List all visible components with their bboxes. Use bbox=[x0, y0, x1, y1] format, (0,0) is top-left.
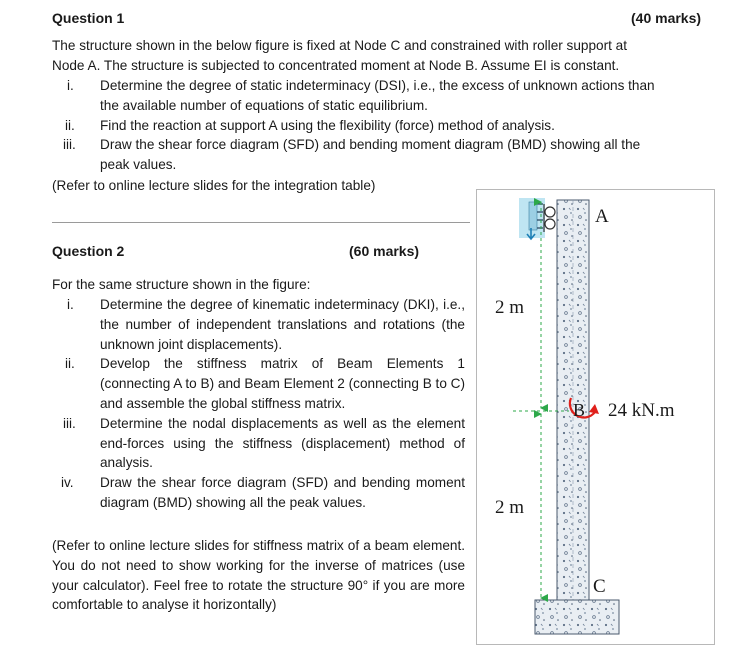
list-item: i. Determine the degree of kinematic indeterminacy (DKI), i.e., the number of independent translations and rotations (the unknown joint displacements). bbox=[67, 297, 465, 352]
dimension-bottom-label: 2 m bbox=[495, 497, 525, 518]
question-2-marks: (60 marks) bbox=[349, 243, 420, 259]
structure-figure bbox=[476, 189, 715, 645]
node-b-label: B bbox=[573, 400, 586, 420]
roller-plate bbox=[529, 202, 537, 230]
question-2-note: (Refer to online lecture slides for stiffness matrix of a beam element. You do not need to show working for the inverse of matrices (use your calculator). Feel free to rotate the structure 90° if you are more comfortable to analyse it horizontally) bbox=[52, 538, 465, 613]
fixed-base bbox=[535, 600, 619, 634]
list-item: ii. Find the reaction at support A using the flexibility (force) method of analysis. bbox=[65, 117, 555, 133]
list-item: iii. Draw the shear force diagram (SFD) and bending moment diagram (BMD) showing all the peak values. bbox=[63, 137, 641, 173]
roller-icon bbox=[545, 219, 555, 229]
question-1-note: (Refer to online lecture slides for the integration table) bbox=[52, 178, 376, 193]
question-2-list bbox=[52, 295, 465, 513]
question-1-marks: (40 marks) bbox=[631, 10, 702, 26]
list-item: iii. Determine the nodal displacements as well as the element end-forces using the stiffness (displacement) method of analysis. bbox=[63, 415, 465, 471]
roller-icon bbox=[545, 207, 555, 217]
question-1-list bbox=[52, 76, 716, 175]
list-item: ii. Develop the stiffness matrix of Beam Elements 1 (connecting A to B) and Beam Element 2 (connecting B to C) and assemble the global stiffness matrix. bbox=[65, 356, 465, 411]
question-2-title: Question 2 bbox=[52, 243, 125, 259]
question-1-title: Question 1 bbox=[52, 10, 125, 26]
dimension-top-label: 2 m bbox=[495, 297, 525, 318]
question-2-intro: For the same structure shown in the figure: bbox=[52, 277, 311, 292]
node-a-label: A bbox=[595, 206, 609, 227]
question-1-intro: The structure shown in the below figure is fixed at Node C and constrained with roller support at Node A. The structure is subjected to concentrated moment at Node B. Assume EI is constant. bbox=[52, 38, 628, 73]
list-item: iv. Draw the shear force diagram (SFD) and bending moment diagram (BMD) showing all the peak values. bbox=[61, 475, 465, 510]
moment-label: 24 kN.m bbox=[608, 400, 675, 421]
list-item: i. Determine the degree of static indeterminacy (DSI), i.e., the excess of unknown actions than the available number of equations of static equilibrium. bbox=[67, 78, 655, 113]
section-divider bbox=[52, 222, 470, 223]
node-c-label: C bbox=[593, 576, 606, 597]
